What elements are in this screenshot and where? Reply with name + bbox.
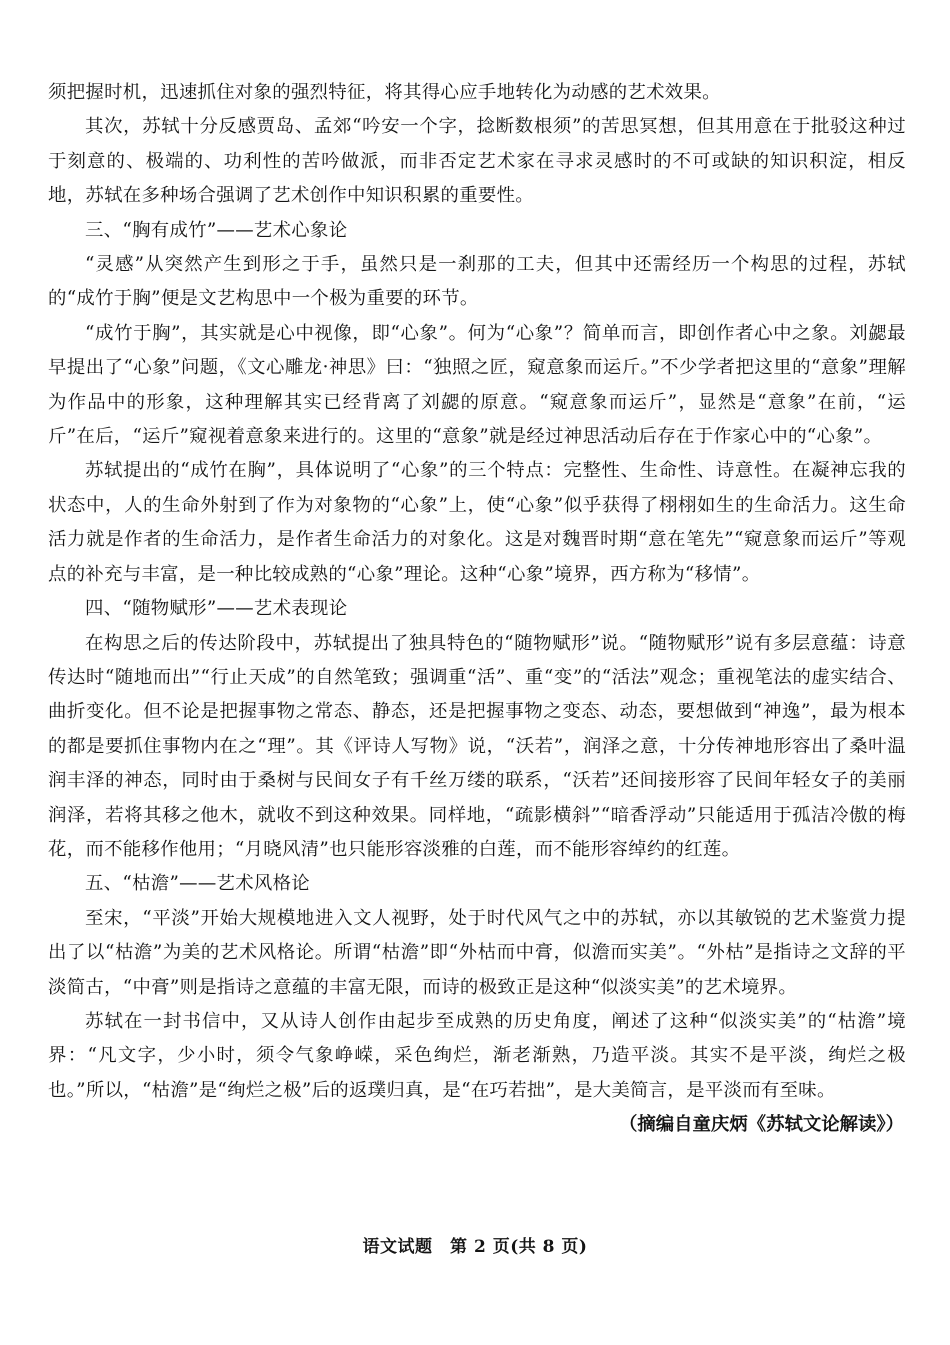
paragraph-letter: 苏轼在一封书信中，又从诗人创作由起步至成熟的历史角度，阐述了这种“似淡实美”的“枯澹”境界：“凡文字，少小时，须令气象峥嵘，采色绚烂，渐老渐熟，乃造平淡。其实不是平淡，绚烂之极也。”所以，“枯澹”是“绚烂之极”后的返璞归真，是“在巧若拙”，是大美简言，是平淡而有至味。	[48, 1010, 906, 1101]
paragraph-inspiration: “灵感”从突然产生到形之于手，虽然只是一刹那的工夫，但其中还需经历一个构思的过程，苏轼的“成竹于胸”便是文艺构思中一个极为重要的环节。	[48, 254, 906, 310]
page-footer: 语文试题 第 2 页(共 8 页)	[362, 1237, 588, 1257]
article-body	[48, 76, 906, 1143]
paragraph-three-features: 苏轼提出的“成竹在胸”，具体说明了“心象”的三个特点：完整性、生命性、诗意性。在凝神忘我的状态中，人的生命外射到了作为对象物的“心象”上，使“心象”似乎获得了栩栩如生的生命活力。这生命活力就是作者的生命活力，是作者生命活力的对象化。这是对魏晋时期“意在笔先”“窥意象而运斤”等观点的补充与丰富，是一种比较成熟的“心象”理论。这种“心象”境界，西方称为“移情”。	[48, 460, 906, 585]
source-citation: （摘编自童庆炳《苏轼文论解读》）	[618, 1114, 904, 1136]
paragraph-pingdan: 至宋，“平淡”开始大规模地进入文人视野，处于时代风气之中的苏轼，亦以其敏锐的艺术鉴赏力提出了以“枯澹”为美的艺术风格论。所谓“枯澹”即“外枯而中膏，似澹而实美”。“外枯”是指诗之文辞的平淡简古，“中膏”则是指诗之意蕴的丰富无限，而诗的极致正是这种“似淡实美”的艺术境界。	[48, 907, 906, 998]
paragraph-kuyin: 其次，苏轼十分反感贾岛、孟郊“吟安一个字，捻断数根须”的苦思冥想，但其用意在于批驳这种过于刻意的、极端的、功利性的苦吟做派，而非否定艺术家在寻求灵感时的不可或缺的知识积淀，相反地，苏轼在多种场合强调了艺术创作中知识积累的重要性。	[48, 116, 906, 207]
section-heading-4: 四、“随物赋形”——艺术表现论	[85, 598, 348, 620]
paragraph-xinxiang: “成竹于胸”，其实就是心中视像，即“心象”。何为“心象”？简单而言，即创作者心中之象。刘勰最早提出了“心象”问题，《文心雕龙·神思》曰：“独照之匠，窥意象而运斤。”不少学者把这里的“意象”理解为作品中的形象，这种理解其实已经背离了刘勰的原意。“窥意象而运斤”，显然是“意象”在前，“运斤”在后，“运斤”窥视着意象来进行的。这里的“意象”就是经过神思活动后存在于作家心中的“心象”。	[48, 322, 906, 448]
paragraph-continued: 须把握时机，迅速抓住对象的强烈特征，将其得心应手地转化为动感的艺术效果。	[48, 82, 721, 103]
paragraph-suiwufuxing: 在构思之后的传达阶段中，苏轼提出了独具特色的“随物赋形”说。“随物赋形”说有多层意蕴：诗意传达时“随地而出”“行止天成”的自然笔致；强调重“活”、重“变”的“活法”观念；重视笔法的虚实结合、曲折变化。但不论是把握事物之常态、静态，还是把握事物之变态、动态，要想做到“神逸”，最为根本的都是要抓住事物内在之“理”。其《评诗人写物》说，“沃若”，润泽之意，十分传神地形容出了桑叶温润丰泽的神态，同时由于桑树与民间女子有千丝万缕的联系，“沃若”还间接形容了民间年轻女子的美丽润泽，若将其移之他木，就收不到这种效果。同样地，“疏影横斜”“暗香浮动”只能适用于孤洁冷傲的梅花，而不能移作他用；“月晓风清”也只能形容淡雅的白莲，而不能形容绰约的红莲。	[48, 632, 906, 860]
section-heading-5: 五、“枯澹”——艺术风格论	[85, 873, 311, 895]
section-heading-3: 三、“胸有成竹”——艺术心象论	[85, 219, 348, 241]
